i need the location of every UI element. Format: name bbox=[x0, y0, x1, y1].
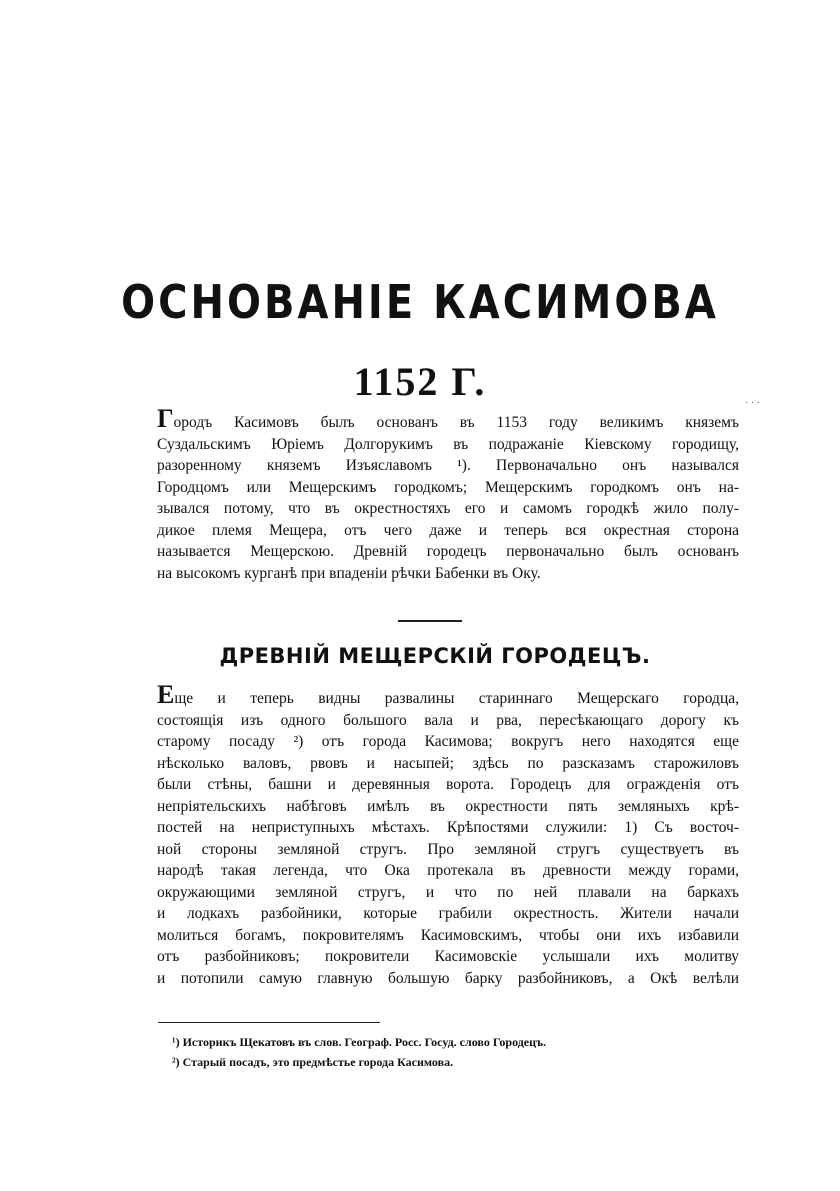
text-line: молиться богамъ, покровителямъ Касимовскимъ, чтобы они ихъ избавили bbox=[157, 926, 739, 944]
text-line: отъ разбойниковъ; покровители Касимовскіе услышали ихъ молитву bbox=[157, 948, 739, 965]
drop-cap: Г bbox=[157, 404, 174, 433]
section-divider bbox=[398, 620, 462, 622]
text-line: и лодкахъ разбойники, которые грабили окрестность. Жители начали bbox=[157, 905, 739, 922]
year-heading: 1152 Г. bbox=[353, 359, 487, 404]
text-line: Суздальскимъ Юріемъ Долгорукимъ въ подражаніе Кіевскому городищу, bbox=[157, 435, 739, 453]
footnote-1: ¹) Историкъ Щекатовъ въ слов. Географ. Росс. Госуд. слово Городецъ. bbox=[172, 1035, 547, 1049]
text-line: окружающими земляной стругъ, и что по ней плавали на баркахъ bbox=[157, 883, 739, 901]
text-line: постей на неприступныхъ мѣстахъ. Крѣпостями служили: 1) Съ восточ- bbox=[157, 819, 739, 836]
paragraph-founding bbox=[157, 404, 739, 584]
text-line: ной стороны земляной стругъ. Про земляной стругъ существуетъ въ bbox=[157, 840, 739, 858]
print-speck: · · · bbox=[745, 398, 760, 409]
text-line: дикое племя Мещера, отъ чего даже и теперь вся окрестная сторона bbox=[157, 521, 739, 539]
text-line: старому посаду ²) отъ города Касимова; вокругъ него находятся еще bbox=[157, 733, 739, 750]
footnote-2: ²) Старый посадъ, это предмѣстье города Касимова. bbox=[172, 1055, 454, 1069]
paragraph-gorodets bbox=[157, 680, 739, 989]
text-line: нѣсколько валовъ, рвовъ и насыпей; здѣсь по разсказамъ старожиловъ bbox=[157, 754, 739, 772]
text-line: разоренному княземъ Изъяславомъ ¹). Первоначально онъ назывался bbox=[157, 457, 739, 474]
page-title: ОСНОВАНІЕ КАСИМОВА bbox=[121, 276, 719, 330]
text-line: непріятельскихъ набѣговъ имѣлъ въ окрестности пять земляныхъ крѣ- bbox=[157, 797, 739, 815]
text-line: Городцомъ или Мещерскимъ городкомъ; Мещерскимъ городкомъ онъ на- bbox=[157, 478, 739, 496]
text-line: состоящія изъ одного большого вала и рва, пересѣкающаго дорогу къ bbox=[157, 711, 739, 729]
footnote-rule bbox=[158, 1022, 380, 1023]
text-line: Еще и теперь видны развалины стариннаго Мещерскаго городца, bbox=[157, 680, 739, 709]
text-line: и потопили самую главную большую барку разбойниковъ, а Окѣ велѣли bbox=[157, 969, 739, 987]
footnotes bbox=[172, 1032, 732, 1072]
text-line: были стѣны, башни и деревянныя ворота. Городецъ для огражденія отъ bbox=[157, 776, 739, 793]
section-heading: ДРЕВНІЙ МЕЩЕРСКІЙ ГОРОДЕЦЪ. bbox=[219, 644, 651, 668]
text-line: на высокомъ курганѣ при впаденіи рѣчки Бабенки въ Оку. bbox=[157, 564, 541, 582]
text-line: Городъ Касимовъ былъ основанъ въ 1153 году великимъ княземъ bbox=[157, 404, 739, 433]
drop-cap: Е bbox=[157, 680, 175, 709]
text-line: называется Мещерскою. Древній городецъ первоначально былъ основанъ bbox=[157, 543, 739, 560]
text-line: зывался потому, что въ окрестностяхъ его и самомъ городкѣ жило полу- bbox=[157, 500, 739, 517]
text-line: народѣ такая легенда, что Ока протекала въ древности между горами, bbox=[157, 862, 739, 879]
